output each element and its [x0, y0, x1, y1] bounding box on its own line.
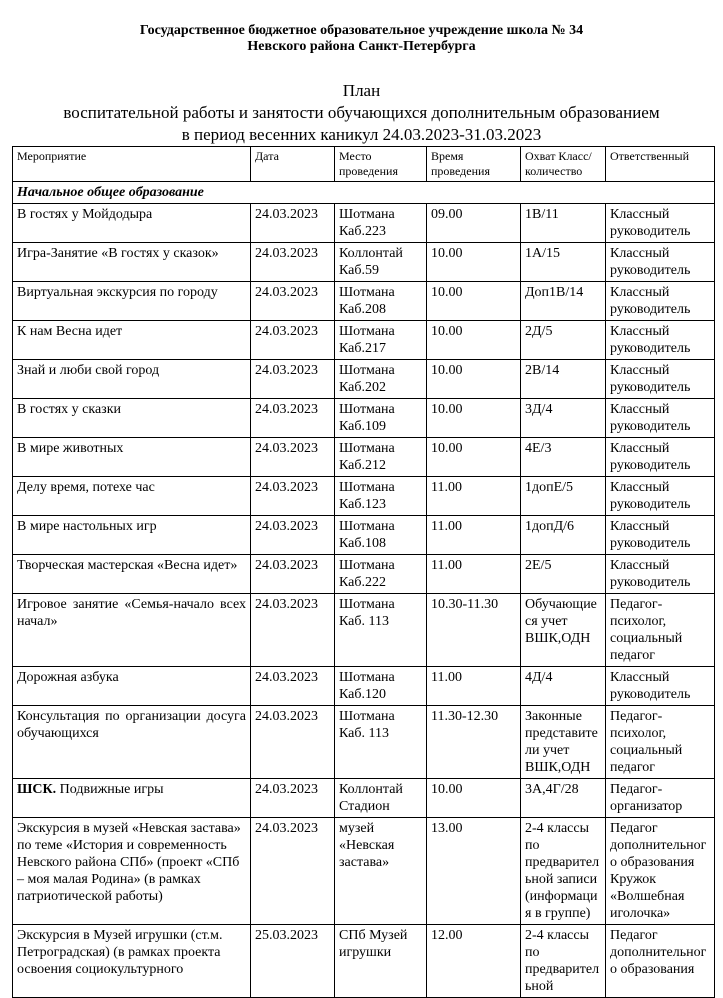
event-cell: [13, 818, 251, 925]
column-header: Время проведения: [427, 147, 521, 182]
date-cell: 24.03.2023: [251, 243, 335, 282]
coverage-cell: 2Е/5: [521, 555, 606, 594]
responsible-cell: Педагог-психолог, социальный педагог: [606, 594, 715, 667]
time-cell: 10.00: [427, 360, 521, 399]
coverage-cell: 4Е/3: [521, 438, 606, 477]
table-row: [13, 779, 715, 818]
place-cell: Шотмана Каб.208: [335, 282, 427, 321]
event-text: В мире животных: [17, 441, 124, 456]
place-cell: Шотмана Каб. 113: [335, 706, 427, 779]
responsible-cell: Педагог-организатор: [606, 779, 715, 818]
event-text: Дорожная азбука: [17, 670, 119, 685]
responsible-cell: Педагог дополнительного образования Кружок «Волшебная иголочка»: [606, 818, 715, 925]
date-cell: 25.03.2023: [251, 925, 335, 998]
event-text: В гостях у сказки: [17, 402, 122, 417]
event-text: Игровое занятие «Семья-начало всех начал»: [17, 597, 246, 629]
table-row: [13, 360, 715, 399]
date-cell: 24.03.2023: [251, 555, 335, 594]
event-cell: [13, 555, 251, 594]
time-cell: 10.00: [427, 438, 521, 477]
column-header: Ответственный: [606, 147, 715, 182]
time-cell: 10.30-11.30: [427, 594, 521, 667]
event-cell: [13, 667, 251, 706]
event-text: Виртуальная экскурсия по городу: [17, 285, 218, 300]
event-text: В мире настольных игр: [17, 519, 157, 534]
event-cell: [13, 204, 251, 243]
coverage-cell: 1В/11: [521, 204, 606, 243]
date-cell: 24.03.2023: [251, 204, 335, 243]
date-cell: 24.03.2023: [251, 438, 335, 477]
coverage-cell: 4Д/4: [521, 667, 606, 706]
event-text: Творческая мастерская «Весна идет»: [17, 558, 238, 573]
coverage-cell: Доп1В/14: [521, 282, 606, 321]
place-cell: Шотмана Каб.212: [335, 438, 427, 477]
place-cell: Шотмана Каб.123: [335, 477, 427, 516]
document-period: в период весенних каникул 24.03.2023-31.03.2023: [181, 125, 542, 144]
time-cell: 10.00: [427, 399, 521, 438]
event-cell: [13, 706, 251, 779]
table-row: [13, 243, 715, 282]
date-cell: 24.03.2023: [251, 477, 335, 516]
coverage-cell: 3Д/4: [521, 399, 606, 438]
coverage-cell: 2Д/5: [521, 321, 606, 360]
time-cell: 11.00: [427, 555, 521, 594]
responsible-cell: Классный руководитель: [606, 243, 715, 282]
event-cell: [13, 360, 251, 399]
place-cell: СПб Музей игрушки: [335, 925, 427, 998]
column-header: Место проведения: [335, 147, 427, 182]
activities-table: [12, 146, 715, 998]
event-text: В гостях у Мойдодыра: [17, 207, 153, 222]
time-cell: 11.30-12.30: [427, 706, 521, 779]
event-cell: [13, 779, 251, 818]
date-cell: 24.03.2023: [251, 706, 335, 779]
responsible-cell: Классный руководитель: [606, 438, 715, 477]
coverage-cell: 1допЕ/5: [521, 477, 606, 516]
coverage-cell: Законные представители учет ВШК,ОДН: [521, 706, 606, 779]
event-cell: [13, 243, 251, 282]
event-text: Экскурсия в музей «Невская застава» по теме «История и современность Невского района СПб» (проект «СПб – моя малая Родина» (в рамках патриотической работы): [17, 821, 241, 904]
table-row: [13, 667, 715, 706]
document-subtitle: воспитательной работы и занятости обучающихся дополнительным образованием: [63, 103, 660, 122]
table-row: [13, 282, 715, 321]
coverage-cell: Обучающиеся учет ВШК,ОДН: [521, 594, 606, 667]
place-cell: Шотмана Каб. 113: [335, 594, 427, 667]
table-row: [13, 594, 715, 667]
table-row: [13, 706, 715, 779]
time-cell: 12.00: [427, 925, 521, 998]
responsible-cell: Классный руководитель: [606, 555, 715, 594]
organization-name-line2: Невского района Санкт-Петербурга: [247, 39, 476, 54]
event-bold-prefix: ШСК.: [17, 782, 57, 797]
event-cell: [13, 399, 251, 438]
responsible-cell: Педагог-психолог, социальный педагог: [606, 706, 715, 779]
event-text: Экскурсия в Музей игрушки (ст.м. Петроградская) (в рамках проекта освоения социокультурного: [17, 928, 223, 977]
place-cell: Шотмана Каб.108: [335, 516, 427, 555]
responsible-cell: Классный руководитель: [606, 360, 715, 399]
date-cell: 24.03.2023: [251, 818, 335, 925]
event-cell: [13, 321, 251, 360]
coverage-cell: 2-4 классы по предварительной записи (информация в группе): [521, 818, 606, 925]
time-cell: 10.00: [427, 282, 521, 321]
time-cell: 10.00: [427, 243, 521, 282]
document-title: План: [342, 81, 381, 100]
responsible-cell: Классный руководитель: [606, 321, 715, 360]
responsible-cell: Классный руководитель: [606, 477, 715, 516]
date-cell: 24.03.2023: [251, 360, 335, 399]
time-cell: 10.00: [427, 779, 521, 818]
responsible-cell: Классный руководитель: [606, 516, 715, 555]
event-cell: [13, 516, 251, 555]
event-text: Подвижные игры: [56, 782, 164, 797]
table-row: [13, 204, 715, 243]
responsible-cell: Классный руководитель: [606, 282, 715, 321]
time-cell: 09.00: [427, 204, 521, 243]
place-cell: Коллонтай Каб.59: [335, 243, 427, 282]
table-row: [13, 818, 715, 925]
event-text: Знай и люби свой город: [17, 363, 160, 378]
time-cell: 11.00: [427, 667, 521, 706]
date-cell: 24.03.2023: [251, 594, 335, 667]
column-header: Дата: [251, 147, 335, 182]
date-cell: 24.03.2023: [251, 282, 335, 321]
responsible-cell: Педагог дополнительного образования: [606, 925, 715, 998]
event-text: К нам Весна идет: [17, 324, 123, 339]
column-header: Охват Класс/количество: [521, 147, 606, 182]
place-cell: Шотмана Каб.109: [335, 399, 427, 438]
place-cell: Коллонтай Стадион: [335, 779, 427, 818]
table-row: [13, 399, 715, 438]
coverage-cell: 2В/14: [521, 360, 606, 399]
coverage-cell: 1А/15: [521, 243, 606, 282]
responsible-cell: Классный руководитель: [606, 399, 715, 438]
event-text: Делу время, потехе час: [17, 480, 155, 495]
date-cell: 24.03.2023: [251, 516, 335, 555]
time-cell: 10.00: [427, 321, 521, 360]
event-text: Консультация по организации досуга обучающихся: [17, 709, 246, 741]
section-title: Начальное общее образование: [13, 182, 715, 204]
table-row: [13, 438, 715, 477]
place-cell: Шотмана Каб.217: [335, 321, 427, 360]
date-cell: 24.03.2023: [251, 321, 335, 360]
coverage-cell: 1допД/6: [521, 516, 606, 555]
place-cell: Шотмана Каб.223: [335, 204, 427, 243]
table-row: [13, 925, 715, 998]
table-row: [13, 516, 715, 555]
time-cell: 11.00: [427, 477, 521, 516]
place-cell: Шотмана Каб.222: [335, 555, 427, 594]
place-cell: Шотмана Каб.120: [335, 667, 427, 706]
event-cell: [13, 282, 251, 321]
coverage-cell: 3А,4Г/28: [521, 779, 606, 818]
event-text: Игра-Занятие «В гостях у сказок»: [17, 246, 219, 261]
date-cell: 24.03.2023: [251, 667, 335, 706]
responsible-cell: Классный руководитель: [606, 667, 715, 706]
place-cell: музей «Невская застава»: [335, 818, 427, 925]
event-cell: [13, 594, 251, 667]
place-cell: Шотмана Каб.202: [335, 360, 427, 399]
event-cell: [13, 438, 251, 477]
section-row: [13, 182, 715, 204]
event-cell: [13, 925, 251, 998]
responsible-cell: Классный руководитель: [606, 204, 715, 243]
time-cell: 11.00: [427, 516, 521, 555]
table-row: [13, 555, 715, 594]
coverage-cell: 2-4 классы по предварительной: [521, 925, 606, 998]
table-row: [13, 321, 715, 360]
table-row: [13, 477, 715, 516]
date-cell: 24.03.2023: [251, 779, 335, 818]
time-cell: 13.00: [427, 818, 521, 925]
organization-name-line1: Государственное бюджетное образовательное учреждение школа № 34: [139, 23, 584, 38]
date-cell: 24.03.2023: [251, 399, 335, 438]
event-cell: [13, 477, 251, 516]
table-header-row: [13, 147, 715, 182]
column-header: Мероприятие: [13, 147, 251, 182]
